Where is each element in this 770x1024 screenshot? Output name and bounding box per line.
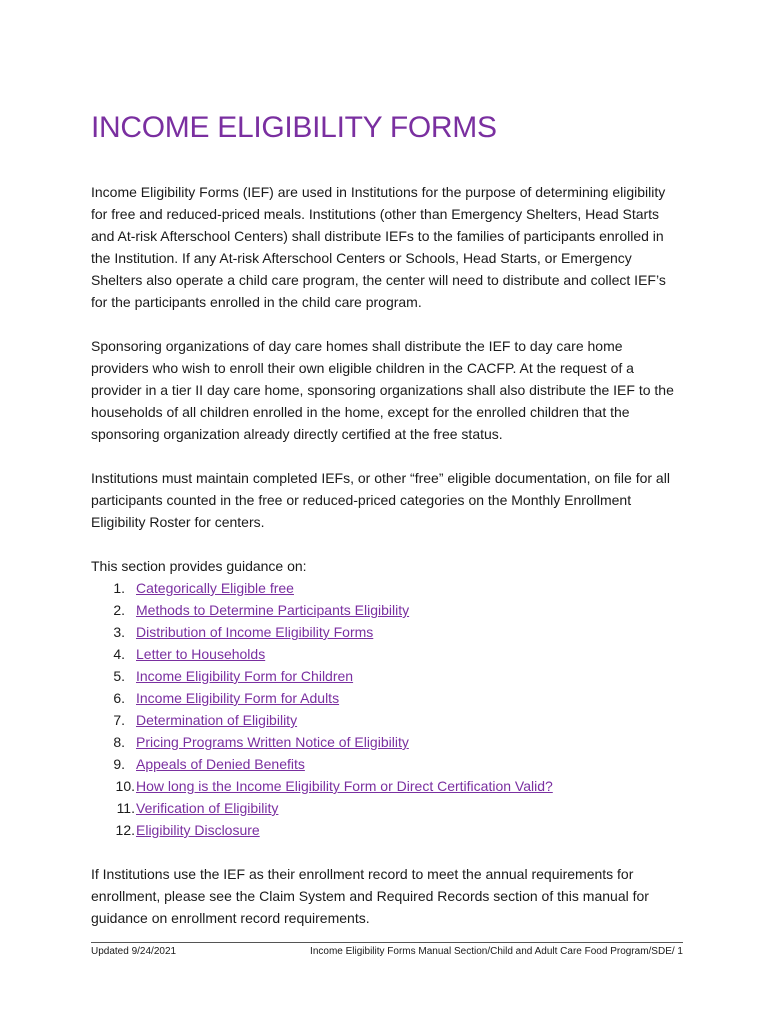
- link-verification-of-eligibility[interactable]: Verification of Eligibility: [136, 800, 279, 816]
- sponsoring-organizations-paragraph: Sponsoring organizations of day care homes shall distribute the IEF to day care home providers who wish to enroll their own eligible children in the CACFP. At the request of a provider in a tier II day care home, sponsoring organizations shall also distribute the IEF to the households of all children enrolled in the home, except for the enrolled children that the sponsoring organization already directly certified at the free status.: [91, 338, 674, 442]
- list-item-number: 5.: [113, 668, 125, 684]
- list-item: [91, 599, 553, 621]
- list-item-number: 12.: [115, 822, 135, 838]
- list-item: [91, 731, 553, 753]
- link-eligibility-disclosure[interactable]: Eligibility Disclosure: [136, 822, 260, 838]
- list-item: [91, 819, 553, 841]
- link-distribution-of-ief[interactable]: Distribution of Income Eligibility Forms: [136, 624, 374, 640]
- link-methods-to-determine-eligibility[interactable]: Methods to Determine Participants Eligibility: [136, 602, 410, 618]
- guidance-list: [91, 577, 553, 841]
- link-appeals-of-denied-benefits[interactable]: Appeals of Denied Benefits: [136, 756, 305, 772]
- guidance-intro: This section provides guidance on:: [91, 558, 307, 574]
- list-item: [91, 577, 553, 599]
- link-ief-for-adults[interactable]: Income Eligibility Form for Adults: [136, 690, 340, 706]
- list-item: [91, 797, 553, 819]
- footer-divider: [91, 942, 683, 943]
- list-item-number: 6.: [113, 690, 125, 706]
- list-item-number: 2.: [113, 602, 125, 618]
- footer-section-info: Income Eligibility Forms Manual Section/Child and Adult Care Food Program/SDE/ 1: [310, 946, 683, 957]
- list-item-number: 7.: [113, 712, 125, 728]
- document-page: [91, 0, 683, 1024]
- intro-paragraph: Income Eligibility Forms (IEF) are used in Institutions for the purpose of determining eligibility for free and reduced-priced meals. Institutions (other than Emergency Shelters, Head Starts and At-risk Afterschool Centers) shall distribute IEFs to the families of participants enrolled in the Institution. If any At-risk Afterschool Centers or Schools, Head Starts, or Emergency Shelters also operate a child care program, the center will need to distribute and collect IEF’s for the participants enrolled in the child care program.: [91, 184, 666, 310]
- link-categorically-eligible-free[interactable]: Categorically Eligible free: [136, 580, 294, 596]
- link-letter-to-households[interactable]: Letter to Households: [136, 646, 266, 662]
- closing-paragraph: If Institutions use the IEF as their enrollment record to meet the annual requirements for enrollment, please see the Claim System and Required Records section of this manual for guidance on enrollment record requirements.: [91, 866, 649, 926]
- list-item: [91, 665, 553, 687]
- page-title: INCOME ELIGIBILITY FORMS: [91, 111, 497, 144]
- list-item: [91, 621, 553, 643]
- record-keeping-paragraph: Institutions must maintain completed IEFs, or other “free” eligible documentation, on file for all participants counted in the free or reduced-priced categories on the Monthly Enrollment Eligibility Roster for centers.: [91, 470, 670, 530]
- list-item: [91, 687, 553, 709]
- list-item: [91, 709, 553, 731]
- list-item-number: 8.: [113, 734, 125, 750]
- list-item: [91, 775, 553, 797]
- footer-updated-date: Updated 9/24/2021: [91, 946, 177, 957]
- link-ief-validity-period[interactable]: How long is the Income Eligibility Form or Direct Certification Valid?: [136, 778, 553, 794]
- list-item: [91, 753, 553, 775]
- link-pricing-programs-notice[interactable]: Pricing Programs Written Notice of Eligibility: [136, 734, 409, 750]
- list-item: [91, 643, 553, 665]
- list-item-number: 4.: [113, 646, 125, 662]
- list-item-number: 10.: [115, 778, 135, 794]
- link-determination-of-eligibility[interactable]: Determination of Eligibility: [136, 712, 298, 728]
- list-item-number: 11.: [116, 800, 135, 816]
- link-ief-for-children[interactable]: Income Eligibility Form for Children: [136, 668, 354, 684]
- list-item-number: 9.: [113, 756, 125, 772]
- list-item-number: 3.: [113, 624, 125, 640]
- list-item-number: 1.: [113, 580, 125, 596]
